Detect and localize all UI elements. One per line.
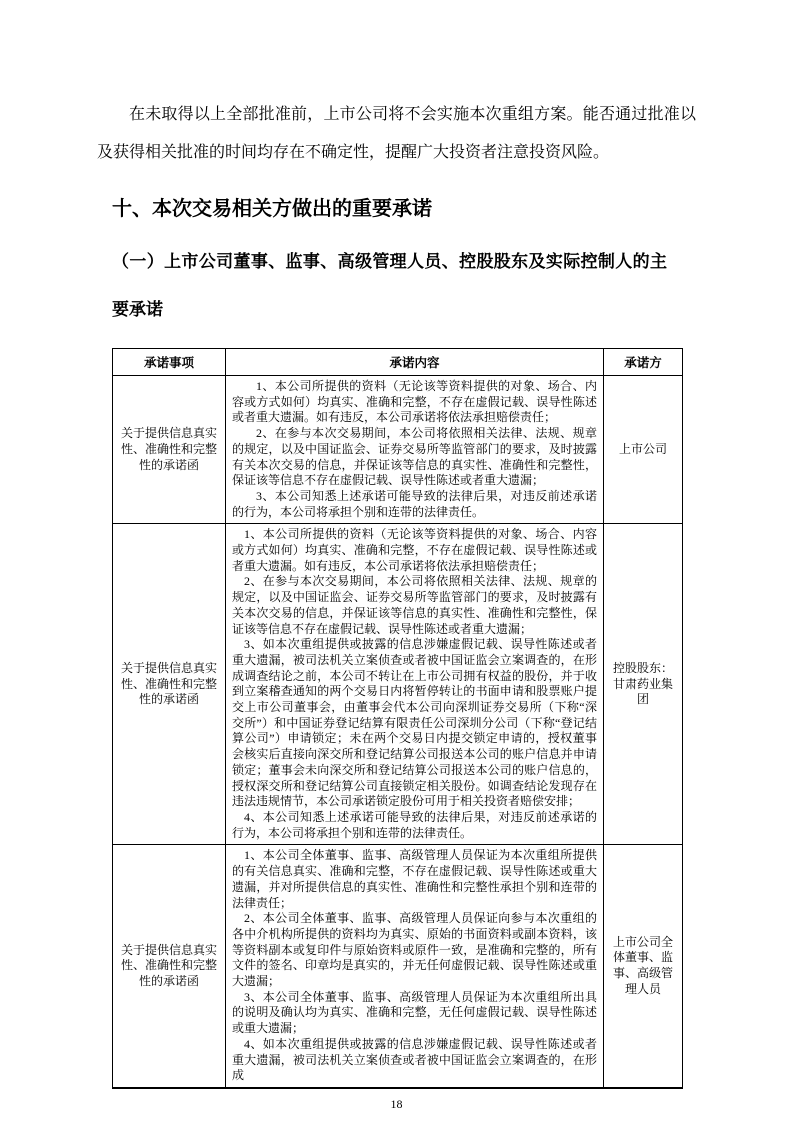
commitments-table: [112, 348, 683, 1089]
content-paragraph: 3、如本次重组提供或披露的信息涉嫌虚假记载、误导性陈述或者重大遗漏，被司法机关立案侦查或者被中国证监会立案调查的，在形成调查结论之前，本公司不转让在上市公司拥有权益的股份，并于收到立案稽查通知的两个交易日内将暂停转让的书面申请和股票账户提交上市公司董事会，由董事会代本公司向深圳证券交易所（下称“深交所”）和中国证券登记结算有限责任公司深圳分公司（下称“登记结算公司”）申请锁定；未在两个交易日内提交锁定申请的，授权董事会核实后直接向深交所和登记结算公司报送本公司的账户信息并申请锁定；董事会未向深交所和登记结算公司报送本公司的账户信息的，授权深交所和登记结算公司直接锁定相关股份。如调查结论发现存在违法违规情节，本公司承诺锁定股份可用于相关投资者赔偿安排；: [232, 637, 597, 809]
content-paragraph: 4、本公司知悉上述承诺可能导致的法律后果，对违反前述承诺的行为，本公司将承担个别和连带的法律责任。: [232, 809, 597, 840]
intro-paragraph: 在未取得以上全部批准前，上市公司将不会实施本次重组方案。能否通过批准以及获得相关批准的时间均存在不确定性，提醒广大投资者注意投资风险。: [97, 106, 696, 161]
table-row: [113, 524, 683, 845]
section-heading: 十、本次交易相关方做出的重要承诺: [112, 198, 432, 220]
content-paragraph: 1、本公司所提供的资料（无论该等资料提供的对象、场合、内容或方式如何）均真实、准确和完整，不存在虚假记载、误导性陈述或者重大遗漏。如有违反，本公司承诺将依法承担赔偿责任；: [232, 527, 597, 573]
commitment-content-cell: [226, 845, 604, 1088]
commitment-party-cell: 控股股东：甘肃药业集团: [604, 524, 683, 845]
table-row: [113, 845, 683, 1088]
content-paragraph: 1、本公司所提供的资料（无论该等资料提供的对象、场合、内容或方式如何）均真实、准确和完整，不存在虚假记载、误导性陈述或者重大遗漏。如有违反，本公司承诺将依法承担赔偿责任；: [232, 379, 597, 425]
content-paragraph: 1、本公司全体董事、监事、高级管理人员保证为本次重组所提供的有关信息真实、准确和完整，不存在虚假记载、误导性陈述或重大遗漏，并对所提供信息的真实性、准确性和完整性承担个别和连带的法律责任；: [232, 848, 597, 910]
commitment-content-cell: [226, 524, 604, 845]
table-header-row: [113, 349, 683, 376]
column-header-commitment-party: 承诺方: [604, 349, 683, 376]
content-paragraph: 3、本公司全体董事、监事、高级管理人员保证为本次重组所出具的说明及确认均为真实、准确和完整，无任何虚假记载、误导性陈述或重大遗漏；: [232, 989, 597, 1036]
commitment-item-cell: 关于提供信息真实性、准确性和完整性的承诺函: [113, 524, 226, 845]
column-header-commitment-item: 承诺事项: [113, 349, 226, 376]
content-paragraph: 4、如本次重组提供或披露的信息涉嫌虚假记载、误导性陈述或者重大遗漏，被司法机关立案侦查或者被中国证监会立案调查的，在形成: [232, 1036, 597, 1083]
content-paragraph: 2、本公司全体董事、监事、高级管理人员保证向参与本次重组的各中介机构所提供的资料均为真实、原始的书面资料或副本资料，该等资料副本或复印件与原始资料或原件一致，是准确和完整的，所有文件的签名、印章均是真实的，并无任何虚假记载、误导性陈述或重大遗漏；: [232, 911, 597, 989]
content-paragraph: 2、在参与本次交易期间，本公司将依照相关法律、法规、规章的规定，以及中国证监会、证券交易所等监管部门的要求，及时披露有关本次交易的信息，并保证该等信息的真实性、准确性和完整性，保证该等信息不存在虚假记载、误导性陈述或者重大遗漏；: [232, 574, 597, 636]
content-paragraph: 2、在参与本次交易期间，本公司将依照相关法律、法规、规章的规定，以及中国证监会、证券交易所等监管部门的要求，及时披露有关本次交易的信息，并保证该等信息的真实性、准确性和完整性，保证该等信息不存在虚假记载、误导性陈述或者重大遗漏；: [232, 426, 597, 488]
column-header-commitment-content: 承诺内容: [226, 349, 604, 376]
subsection-heading: （一）上市公司董事、监事、高级管理人员、控股股东及实际控制人的主要承诺: [112, 252, 667, 319]
content-paragraph: 3、本公司知悉上述承诺可能导致的法律后果，对违反前述承诺的行为，本公司将承担个别和连带的法律责任。: [232, 488, 597, 519]
commitment-content-cell: [226, 376, 604, 524]
commitment-party-cell: 上市公司全体董事、监事、高级管理人员: [604, 845, 683, 1088]
page-number: 18: [390, 1096, 403, 1111]
commitment-item-cell: 关于提供信息真实性、准确性和完整性的承诺函: [113, 845, 226, 1088]
commitment-party-cell: 上市公司: [604, 376, 683, 524]
commitment-item-cell: 关于提供信息真实性、准确性和完整性的承诺函: [113, 376, 226, 524]
table-row: [113, 376, 683, 524]
